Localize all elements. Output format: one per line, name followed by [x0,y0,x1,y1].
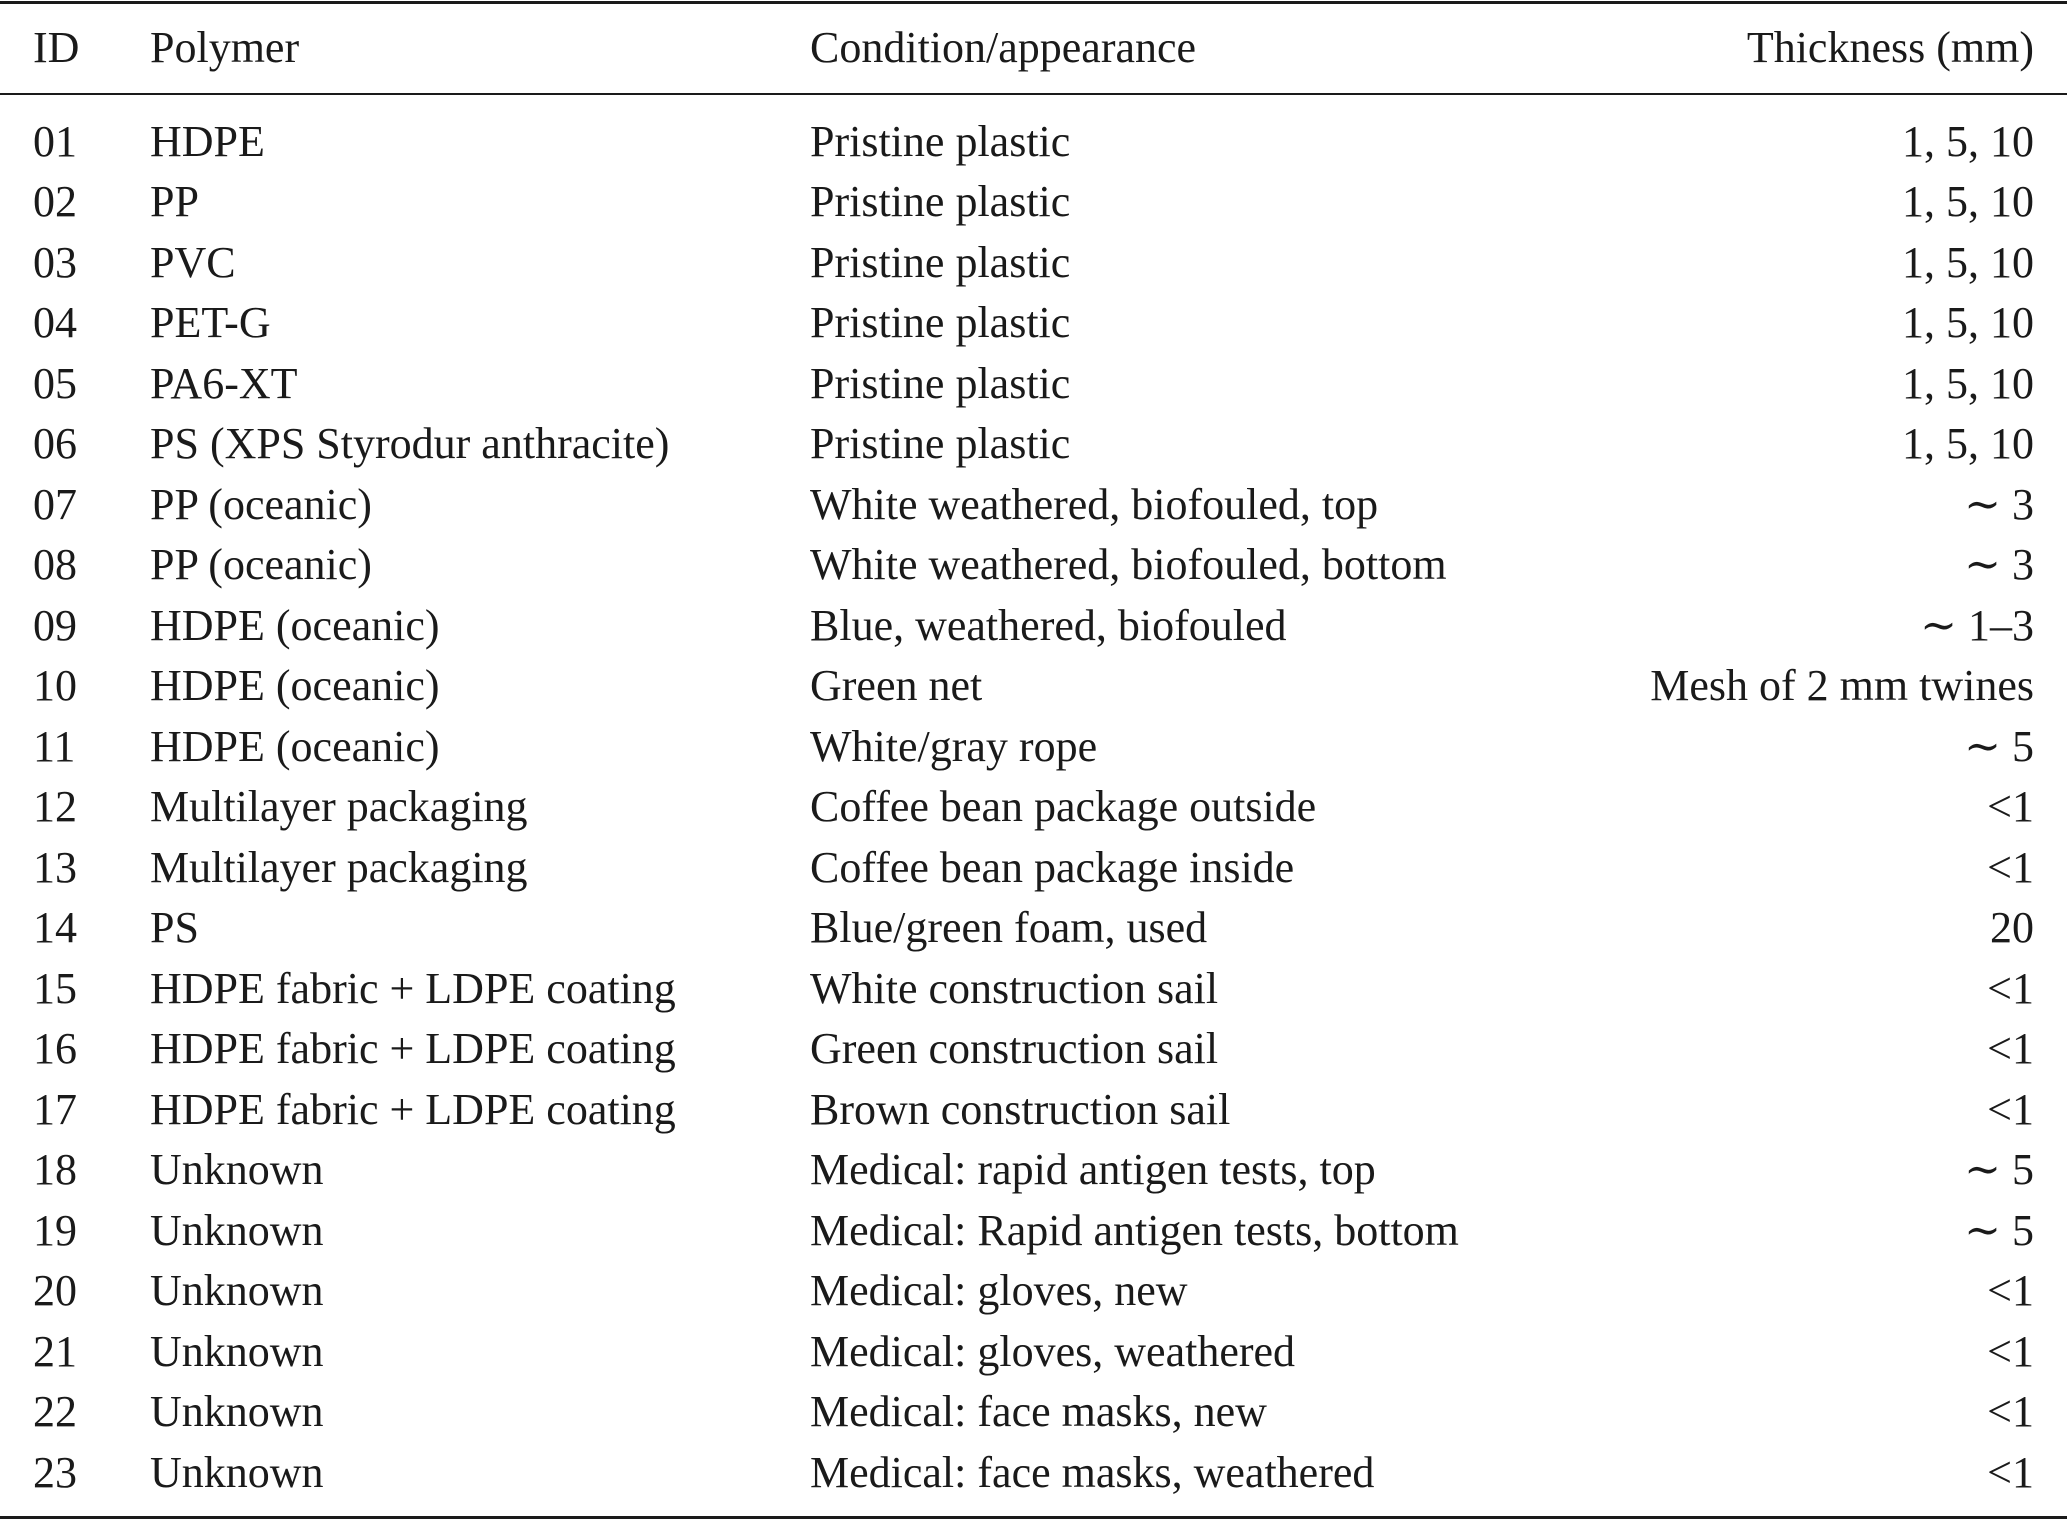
cell-condition: Pristine plastic [810,298,1071,348]
cell-id: 20 [33,1266,77,1316]
table-row [0,1443,2067,1504]
cell-thickness: 1, 5, 10 [1902,237,2034,287]
cell-polymer: Unknown [150,1145,324,1195]
cell-condition: Green net [810,661,983,711]
cell-thickness: <1 [1987,1266,2034,1316]
cell-polymer: PS (XPS Styrodur anthracite) [150,419,670,469]
cell-polymer: Unknown [150,1447,324,1497]
table-row [0,293,2067,354]
cell-thickness: <1 [1987,782,2034,832]
table-row [0,1019,2067,1080]
cell-id: 14 [33,903,77,953]
header-polymer: Polymer [150,23,300,72]
cell-polymer: PP (oceanic) [150,540,372,590]
table-row [0,838,2067,899]
cell-condition: Pristine plastic [810,237,1071,287]
cell-thickness: <1 [1987,842,2034,892]
cell-id: 15 [33,963,77,1013]
cell-polymer: PA6-XT [150,358,298,408]
cell-polymer: Unknown [150,1266,324,1316]
cell-polymer: HDPE fabric + LDPE coating [150,1024,676,1074]
cell-polymer: HDPE fabric + LDPE coating [150,963,676,1013]
cell-id: 08 [33,540,77,590]
table-row [0,172,2067,233]
cell-thickness: <1 [1987,1447,2034,1497]
table-row [0,475,2067,536]
table-row [0,233,2067,294]
table-row [0,535,2067,596]
cell-thickness: ∼ 5 [1964,1205,2034,1255]
cell-id: 21 [33,1326,77,1376]
cell-thickness: <1 [1987,963,2034,1013]
cell-id: 16 [33,1024,77,1074]
cell-thickness: <1 [1987,1326,2034,1376]
cell-thickness: ∼ 5 [1964,721,2034,771]
cell-condition: Medical: Rapid antigen tests, bottom [810,1205,1459,1255]
cell-condition: Blue, weathered, biofouled [810,600,1287,650]
cell-thickness: <1 [1987,1387,2034,1437]
cell-thickness: ∼ 3 [1964,479,2034,529]
cell-polymer: HDPE (oceanic) [150,661,440,711]
table-row [0,1322,2067,1383]
cell-id: 13 [33,842,77,892]
table-row [0,1080,2067,1141]
table-row [0,777,2067,838]
cell-polymer: Multilayer packaging [150,842,528,892]
header-id: ID [33,23,80,72]
cell-thickness: Mesh of 2 mm twines [1650,661,2034,711]
cell-polymer: HDPE (oceanic) [150,721,440,771]
cell-condition: Pristine plastic [810,117,1071,166]
cell-id: 18 [33,1145,77,1195]
cell-condition: Pristine plastic [810,177,1071,227]
cell-id: 02 [33,177,77,227]
cell-polymer: PVC [150,237,236,287]
table-body [0,96,2067,1503]
cell-thickness: ∼ 1–3 [1920,600,2034,650]
cell-condition: Medical: rapid antigen tests, top [810,1145,1376,1195]
cell-condition: Blue/green foam, used [810,903,1208,953]
cell-id: 11 [33,721,76,771]
cell-thickness: 1, 5, 10 [1902,419,2034,469]
cell-condition: Medical: gloves, weathered [810,1326,1296,1376]
cell-thickness: 1, 5, 10 [1902,177,2034,227]
cell-polymer: Unknown [150,1326,324,1376]
cell-id: 05 [33,358,77,408]
cell-thickness: ∼ 5 [1964,1145,2034,1195]
cell-condition: Green construction sail [810,1024,1219,1074]
cell-condition: Medical: gloves, new [810,1266,1188,1316]
header-condition: Condition/appearance [810,23,1197,72]
cell-condition: White weathered, biofouled, bottom [810,540,1447,590]
cell-id: 04 [33,298,77,348]
cell-id: 10 [33,661,77,711]
cell-id: 17 [33,1084,77,1134]
cell-polymer: PET-G [150,298,271,348]
table-header [0,0,2067,96]
cell-id: 12 [33,782,77,832]
cell-polymer: PP (oceanic) [150,479,372,529]
table-row [0,96,2067,172]
cell-polymer: Multilayer packaging [150,782,528,832]
cell-id: 22 [33,1387,77,1437]
cell-condition: White weathered, biofouled, top [810,479,1379,529]
cell-condition: Medical: face masks, new [810,1387,1267,1437]
cell-thickness: 1, 5, 10 [1902,117,2034,166]
cell-condition: White/gray rope [810,721,1098,771]
cell-polymer: PS [150,903,199,953]
cell-polymer: HDPE fabric + LDPE coating [150,1084,676,1134]
table-row [0,1201,2067,1262]
cell-id: 09 [33,600,77,650]
cell-id: 07 [33,479,77,529]
cell-thickness: <1 [1987,1084,2034,1134]
cell-thickness: ∼ 3 [1964,540,2034,590]
table-row [0,898,2067,959]
header-thickness: Thickness (mm) [1746,23,2034,72]
cell-id: 23 [33,1447,77,1497]
table-row [0,1382,2067,1443]
cell-id: 01 [33,117,77,166]
bottom-rule [0,1516,2067,1519]
cell-thickness: 1, 5, 10 [1902,298,2034,348]
cell-condition: Brown construction sail [810,1084,1231,1134]
table-row [0,1261,2067,1322]
table-row [0,959,2067,1020]
cell-polymer: HDPE [150,117,265,166]
cell-thickness: 1, 5, 10 [1902,358,2034,408]
cell-condition: Coffee bean package outside [810,782,1317,832]
cell-condition: Medical: face masks, weathered [810,1447,1375,1497]
table-row [0,656,2067,717]
cell-id: 06 [33,419,77,469]
cell-polymer: Unknown [150,1387,324,1437]
cell-condition: Pristine plastic [810,419,1071,469]
table-row [0,1140,2067,1201]
cell-polymer: HDPE (oceanic) [150,600,440,650]
cell-thickness: 20 [1990,903,2034,953]
cell-id: 03 [33,237,77,287]
cell-polymer: PP [150,177,199,227]
cell-polymer: Unknown [150,1205,324,1255]
table-row [0,414,2067,475]
cell-condition: Coffee bean package inside [810,842,1295,892]
cell-condition: White construction sail [810,963,1219,1013]
cell-thickness: <1 [1987,1024,2034,1074]
cell-condition: Pristine plastic [810,358,1071,408]
table-row [0,717,2067,778]
table-row [0,354,2067,415]
cell-id: 19 [33,1205,77,1255]
header-row [0,0,2067,96]
table-row [0,596,2067,657]
